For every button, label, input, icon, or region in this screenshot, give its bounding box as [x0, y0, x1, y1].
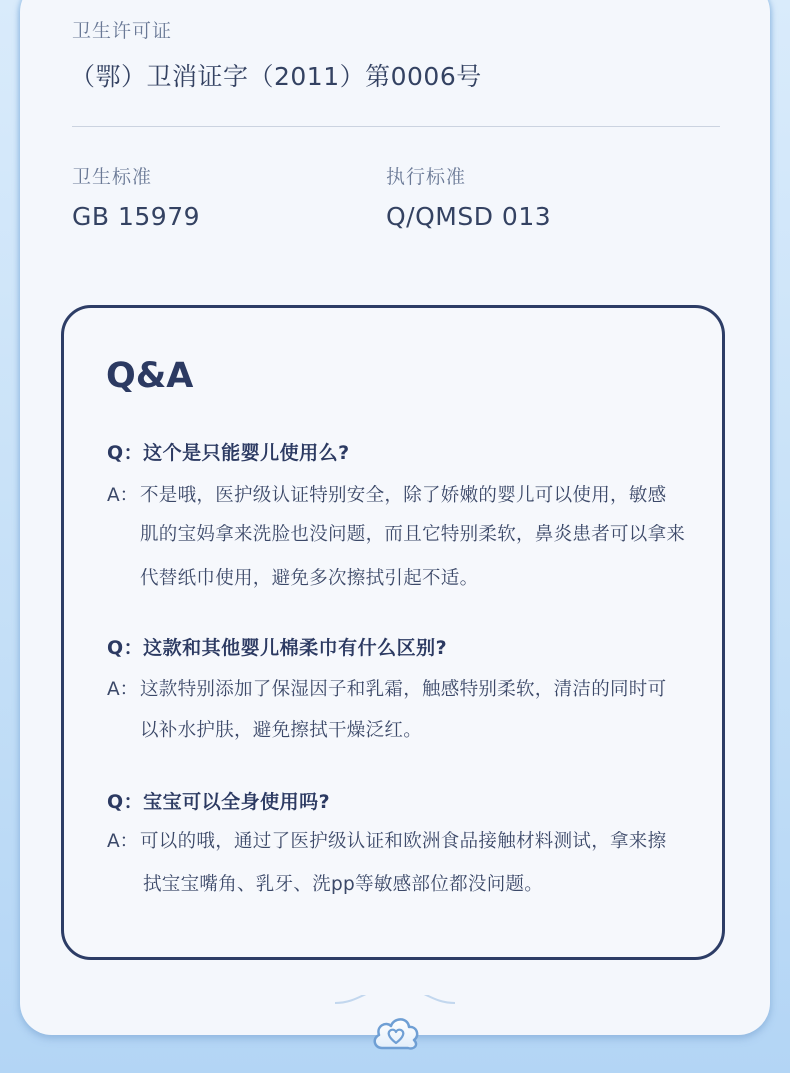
cloud-heart-icon	[370, 1012, 422, 1056]
exec-standard-label: 执行标准	[386, 166, 467, 188]
question-3: Q：宝宝可以全身使用吗?	[107, 791, 331, 813]
answer-3-line-2: 拭宝宝嘴角、乳牙、洗pp等敏感部位都没问题。	[143, 874, 544, 895]
answer-1-prefix: A：	[107, 485, 139, 506]
answer-1-line-1: 不是哦，医护级认证特别安全，除了娇嫩的婴儿可以使用，敏感	[140, 485, 667, 506]
question-2: Q：这款和其他婴儿棉柔巾有什么区别?	[107, 637, 448, 659]
divider	[72, 126, 720, 127]
qa-title: Q&A	[106, 356, 194, 396]
hygiene-standard-label: 卫生标准	[72, 166, 153, 188]
question-1: Q：这个是只能婴儿使用么?	[107, 442, 350, 464]
answer-1-line-2: 肌的宝妈拿来洗脸也没问题，而且它特别柔软，鼻炎患者可以拿来	[140, 524, 686, 545]
answer-3-line-1: 可以的哦，通过了医护级认证和欧洲食品接触材料测试，拿来擦	[140, 831, 667, 852]
answer-2-line-2: 以补水护肤，避免擦拭干燥泛红。	[140, 720, 423, 741]
license-value: （鄂）卫消证字（2011）第0006号	[70, 62, 482, 91]
answer-2-prefix: A：	[107, 679, 139, 700]
answer-3-prefix: A：	[107, 831, 139, 852]
answer-2-line-1: 这款特别添加了保湿因子和乳霜，触感特别柔软，清洁的同时可	[140, 679, 667, 700]
exec-standard-value: Q/QMSD 013	[386, 202, 552, 231]
answer-1-line-3: 代替纸巾使用，避免多次擦拭引起不适。	[140, 568, 479, 589]
hygiene-standard-value: GB 15979	[72, 202, 200, 231]
license-label: 卫生许可证	[72, 20, 173, 42]
